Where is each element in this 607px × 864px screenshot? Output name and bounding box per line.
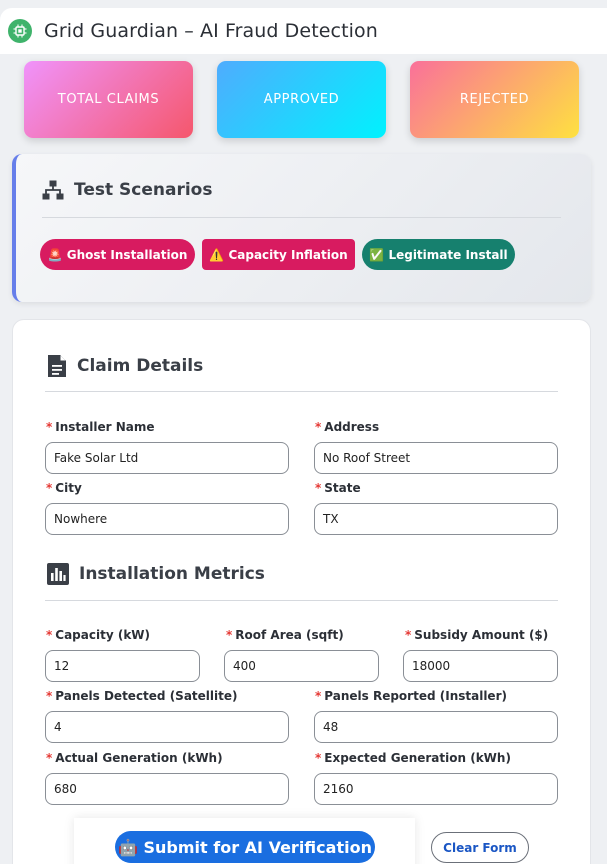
legitimate-install-button[interactable]: ✅ Legitimate Install xyxy=(362,239,515,270)
label-text: Capacity (kW) xyxy=(55,628,151,642)
installer-name-input[interactable]: Fake Solar Ltd xyxy=(45,442,289,474)
installer-name-label xyxy=(46,420,155,434)
panels-detected-input[interactable]: 4 xyxy=(45,711,289,743)
app-header xyxy=(0,8,607,54)
label-text: Installer Name xyxy=(55,420,155,434)
panels-reported-input[interactable]: 48 xyxy=(314,711,558,743)
expected-generation-input[interactable]: 2160 xyxy=(314,773,558,805)
roof-area-label xyxy=(226,628,344,642)
required-mark: * xyxy=(315,689,322,703)
label-text: Address xyxy=(324,420,380,434)
divider xyxy=(45,600,558,601)
stat-label: TOTAL CLAIMS xyxy=(57,92,160,107)
capacity-input[interactable]: 12 xyxy=(45,650,200,682)
document-icon xyxy=(47,354,67,378)
claim-form-card xyxy=(12,319,591,864)
stat-total-claims xyxy=(24,61,193,138)
subsidy-amount-input[interactable]: 18000 xyxy=(403,650,558,682)
installation-metrics-title: Installation Metrics xyxy=(79,564,265,584)
panels-detected-label xyxy=(46,689,238,703)
label-text: Panels Detected (Satellite) xyxy=(55,689,238,703)
state-input[interactable]: TX xyxy=(314,503,558,535)
clear-form-button[interactable]: Clear Form xyxy=(431,832,529,863)
actual-generation-input[interactable]: 680 xyxy=(45,773,289,805)
claim-details-title: Claim Details xyxy=(77,356,204,376)
label-text: City xyxy=(55,481,82,495)
required-mark: * xyxy=(315,751,322,765)
roof-area-input[interactable]: 400 xyxy=(224,650,379,682)
city-label xyxy=(46,481,82,495)
stat-label: REJECTED xyxy=(459,92,530,107)
required-mark: * xyxy=(46,420,53,434)
capacity-inflation-button[interactable]: ⚠️ Capacity Inflation xyxy=(202,239,355,270)
required-mark: * xyxy=(315,420,322,434)
divider xyxy=(45,391,558,392)
address-input[interactable]: No Roof Street xyxy=(314,442,558,474)
address-label xyxy=(315,420,379,434)
label-text: Subsidy Amount ($) xyxy=(414,628,549,642)
stat-label: APPROVED xyxy=(263,92,340,107)
label-text: State xyxy=(324,481,361,495)
ghost-installation-button[interactable]: 🚨 Ghost Installation xyxy=(40,239,195,270)
stat-rejected xyxy=(410,61,579,138)
test-scenarios-heading xyxy=(42,180,212,200)
test-scenarios-panel xyxy=(12,154,591,302)
required-mark: * xyxy=(46,628,53,642)
expected-generation-label xyxy=(315,751,511,765)
capacity-label xyxy=(46,628,150,642)
required-mark: * xyxy=(405,628,412,642)
state-label xyxy=(315,481,361,495)
label-text: Roof Area (sqft) xyxy=(235,628,344,642)
label-text: Actual Generation (kWh) xyxy=(55,751,223,765)
required-mark: * xyxy=(46,751,53,765)
city-input[interactable]: Nowhere xyxy=(45,503,289,535)
bar-chart-icon xyxy=(47,563,69,585)
required-mark: * xyxy=(315,481,322,495)
required-mark: * xyxy=(226,628,233,642)
label-text: Expected Generation (kWh) xyxy=(324,751,511,765)
required-mark: * xyxy=(46,481,53,495)
panels-reported-label xyxy=(315,689,507,703)
installation-metrics-heading xyxy=(47,563,265,585)
divider xyxy=(42,217,561,218)
stat-approved xyxy=(217,61,386,138)
page-title: Grid Guardian – AI Fraud Detection xyxy=(44,20,378,42)
claim-details-heading xyxy=(47,354,203,378)
test-scenarios-title: Test Scenarios xyxy=(74,180,213,200)
label-text: Panels Reported (Installer) xyxy=(324,689,507,703)
submit-verification-button[interactable]: 🤖 Submit for AI Verification xyxy=(115,831,375,863)
subsidy-amount-label xyxy=(405,628,548,642)
sitemap-icon xyxy=(42,180,64,200)
required-mark: * xyxy=(46,689,53,703)
chip-icon xyxy=(8,19,32,43)
actual-generation-label xyxy=(46,751,223,765)
